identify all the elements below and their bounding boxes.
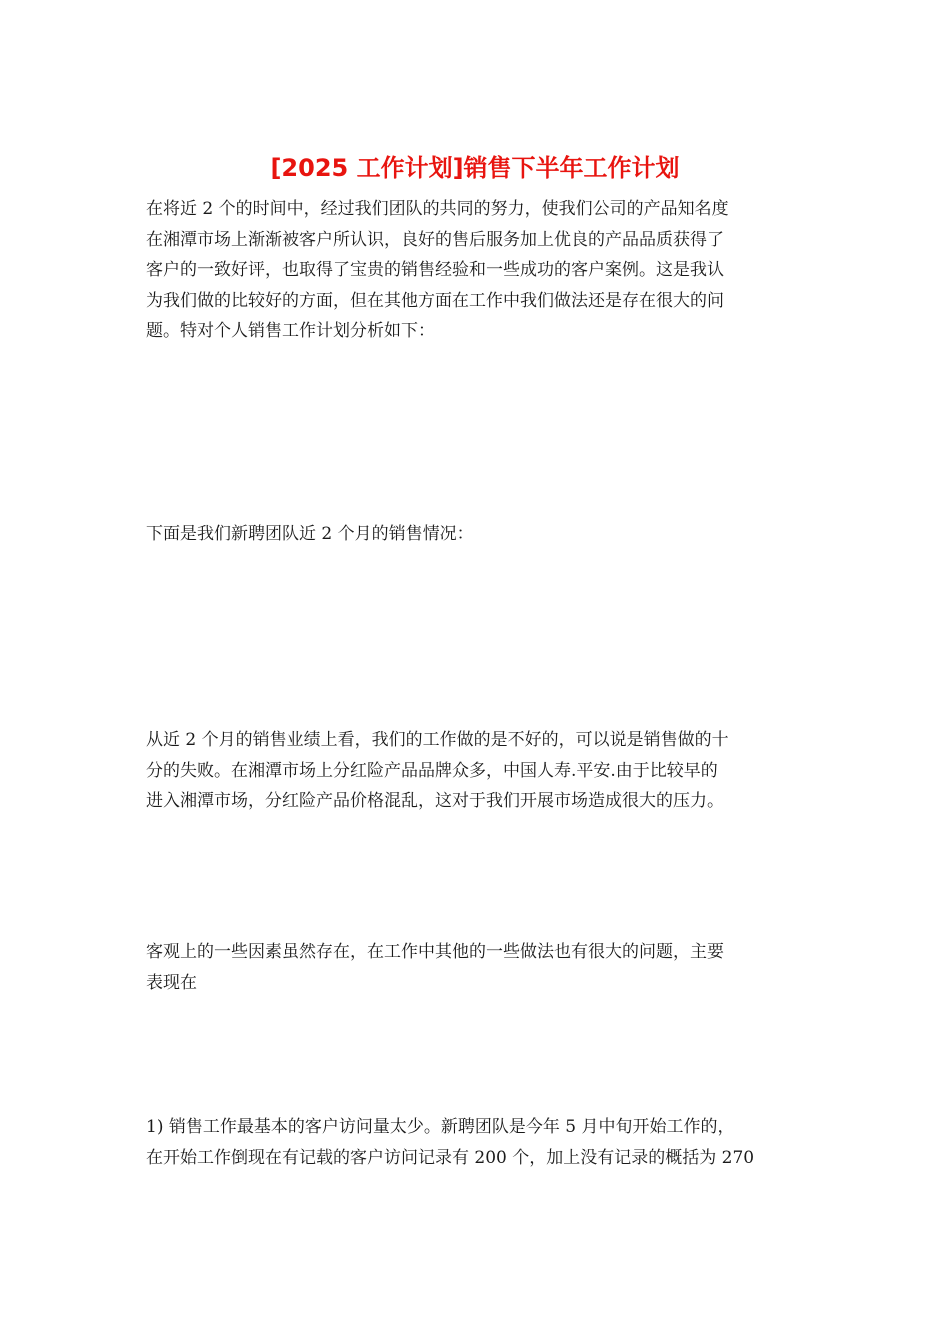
document-title: [2025 工作计划]销售下半年工作计划: [270, 154, 680, 182]
paragraph-line: 为我们做的比较好的方面，但在其他方面在工作中我们做法还是存在很大的问: [146, 290, 724, 311]
paragraph-line: 进入湘潭市场，分红险产品价格混乱，这对于我们开展市场造成很大的压力。: [146, 791, 724, 811]
paragraph-line: 客观上的一些因素虽然存在，在工作中其他的一些做法也有很大的问题，主要: [146, 942, 724, 962]
paragraph-line: 在湘潭市场上渐渐被客户所认识，良好的售后服务加上优良的产品品质获得了: [146, 229, 724, 250]
paragraph-line: 在开始工作倒现在有记载的客户访问记录有 200 个，加上没有记录的概括为 270: [146, 1147, 755, 1168]
paragraph-line: 表现在: [146, 972, 197, 993]
paragraph-sales-status: [146, 519, 810, 550]
paragraph-line: 分的失败。在湘潭市场上分红险产品品牌众多，中国人寿.平安.由于比较早的: [146, 760, 718, 781]
paragraph-line: 题。特对个人销售工作计划分析如下：: [146, 321, 435, 341]
paragraph-line: 1) 销售工作最基本的客户访问量太少。新聘团队是今年 5 月中旬开始工作的，: [146, 1117, 735, 1137]
paragraph-intro: [146, 194, 810, 347]
paragraph-line: 在将近 2 个的时间中，经过我们团队的共同的努力，使我们公司的产品知名度: [146, 199, 729, 219]
paragraph-objective-factors: [146, 937, 810, 998]
paragraph-performance: [146, 725, 810, 817]
paragraph-issue-1: [146, 1112, 810, 1173]
paragraph-line: 从近 2 个月的销售业绩上看，我们的工作做的是不好的，可以说是销售做的十: [146, 730, 729, 750]
paragraph-line: 下面是我们新聘团队近 2 个月的销售情况：: [146, 524, 474, 544]
paragraph-line: 客户的一致好评，也取得了宝贵的销售经验和一些成功的客户案例。这是我认: [146, 260, 724, 280]
